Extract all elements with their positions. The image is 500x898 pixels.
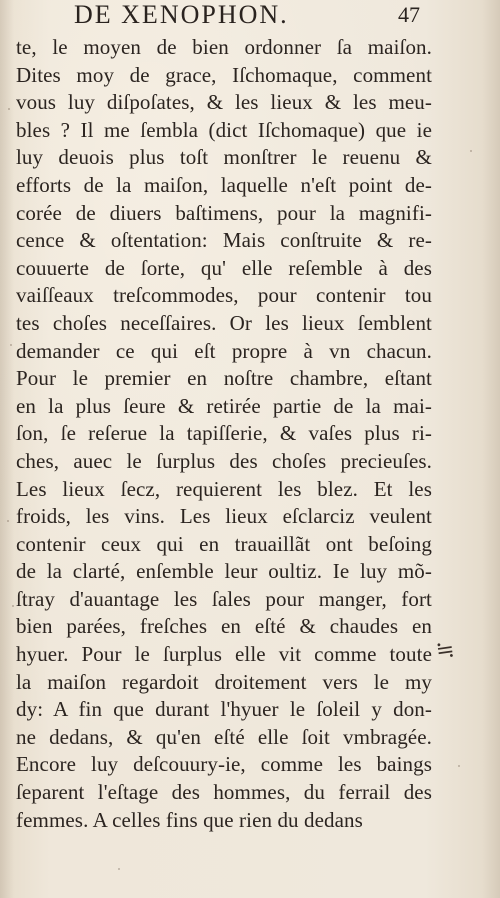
text-line: ſeparent l'eſtage des hommes, du ferrail des	[16, 780, 432, 805]
body-text	[16, 34, 432, 834]
text-line: couuerte de ſorte, qu' elle reſemble à des	[16, 255, 432, 280]
margin-annotation: ≒	[434, 636, 457, 665]
text-line: bles ? Il me ſembla (dict Iſchomaque) que ie	[16, 117, 432, 142]
text-line: bien parées, freſches en eſté & chaudes en	[16, 614, 432, 639]
text-line: corée de diuers baſtimens, pour la magnifi-	[16, 200, 432, 225]
text-line: vous luy diſpoſates, & les lieux & les meu-	[16, 90, 432, 115]
text-line: la maiſon regardoit droitement vers le my	[16, 669, 432, 694]
gutter-shadow	[0, 0, 14, 898]
text-line: vaiſſeaux treſcommodes, pour contenir tou	[16, 283, 432, 308]
running-head	[0, 2, 500, 32]
text-line: ne dedans, & qu'en eſté elle ſoit vmbragée.	[16, 724, 432, 749]
text-line: demander ce qui eſt propre à vn chacun.	[16, 338, 432, 363]
text-line: luy deuois plus toſt monſtrer le reuenu &	[16, 145, 432, 170]
page-number: 47	[398, 2, 420, 27]
text-line: hyuer. Pour le ſurplus elle vit comme toute	[16, 642, 432, 667]
text-line: femmes. A celles fins que rien du dedans	[16, 807, 363, 832]
text-line: en la plus ſeure & retirée partie de la mai-	[16, 393, 432, 418]
text-line: de la clarté, enſemble leur oultiz. Ie luy mõ-	[16, 559, 432, 584]
text-line: tes choſes neceſſaires. Or les lieux ſemblent	[16, 310, 432, 335]
running-title: DE XENOPHON.	[74, 0, 289, 29]
text-line: cence & oſtentation: Mais conſtruite & re-	[16, 228, 432, 253]
text-line: efforts de la maiſon, laquelle n'eſt point de-	[16, 172, 432, 197]
text-line: te, le moyen de bien ordonner ſa maiſon.	[16, 35, 432, 59]
text-line: froids, les vins. Les lieux eſclarciz veulent	[16, 504, 432, 529]
text-line: ſtray d'auantage les ſales pour manger, fort	[16, 586, 432, 611]
text-line: ſon, ſe reſerue la tapiſſerie, & vaſes plus ri-	[16, 421, 432, 446]
text-line: Encore luy deſcouury-ie, comme les baings	[16, 752, 432, 777]
text-line: contenir ceux qui en trauaillãt ont beſoing	[16, 531, 432, 556]
text-line: ches, auec le ſurplus des choſes precieuſes.	[16, 448, 432, 473]
text-line: dy: A fin que durant l'hyuer le ſoleil y don-	[16, 697, 432, 722]
text-line: Les lieux ſecz, requierent les blez. Et les	[16, 476, 432, 501]
edge-shadow	[482, 0, 500, 898]
text-line: Dites moy de grace, Iſchomaque, comment	[16, 62, 432, 87]
text-line: Pour le premier en noſtre chambre, eſtant	[16, 366, 432, 391]
